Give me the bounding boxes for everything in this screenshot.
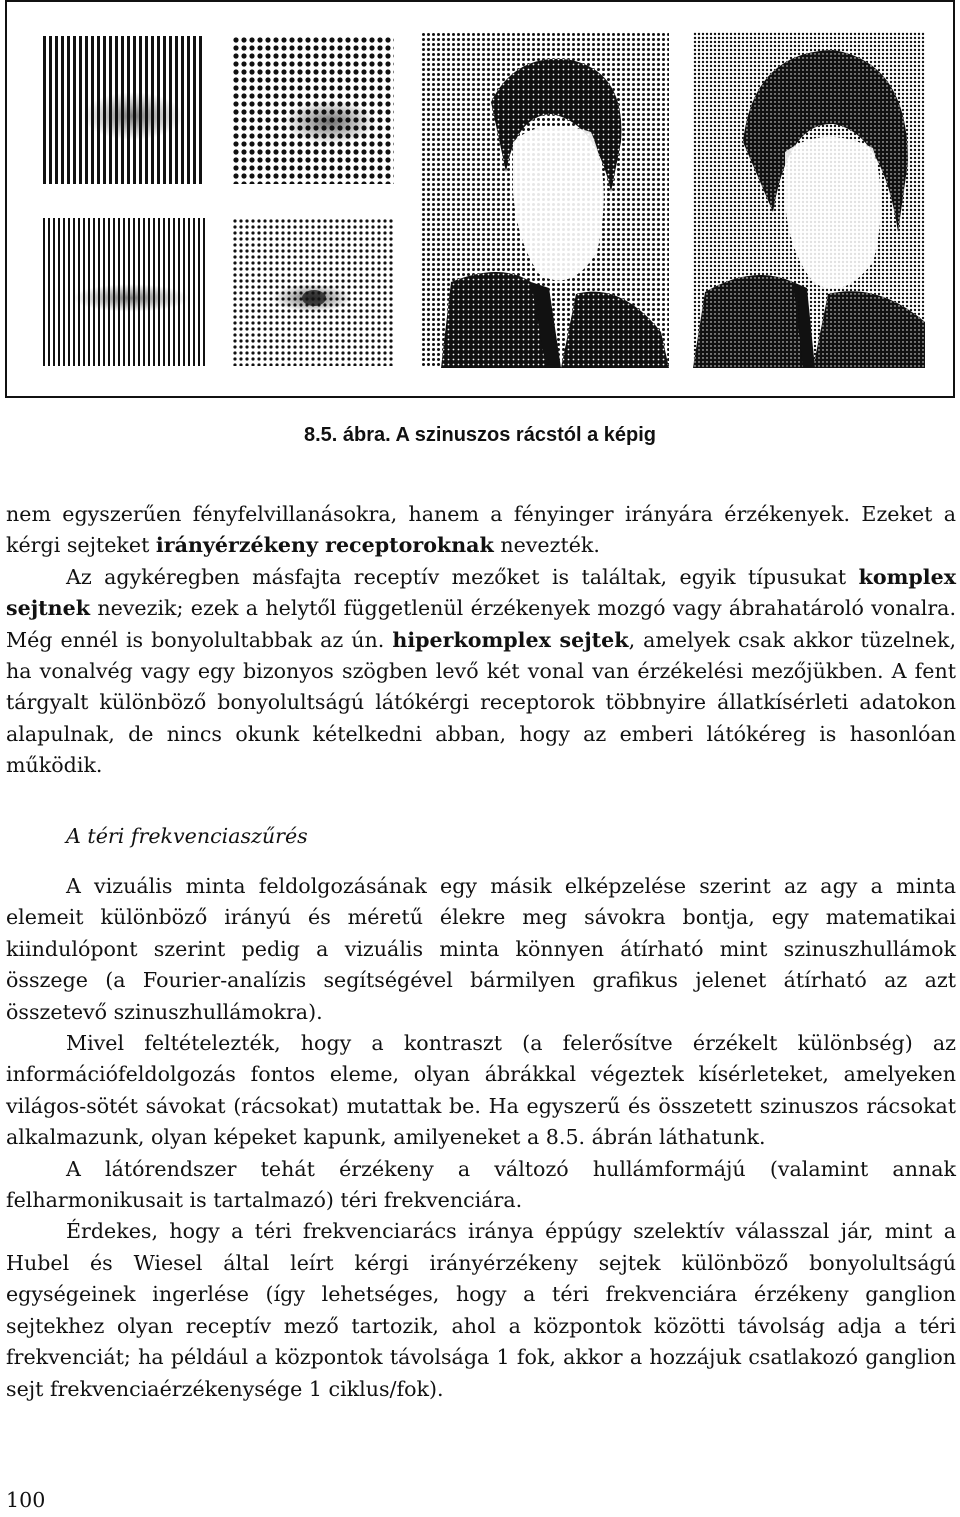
figure-caption: 8.5. ábra. A szinuszos rácstól a képig	[304, 424, 656, 446]
halftone-portrait-icon	[693, 32, 925, 368]
vertical-grating-icon	[43, 36, 205, 184]
dot-panel-top-middle	[232, 36, 394, 184]
paragraph: nem egyszerűen fényfelvillanásokra, hanem a fényinger irányára érzékenyek. Ezeket a kérgi sejteket irányérzékeny receptoroknak nevezték.	[6, 502, 956, 558]
halftone-portrait-icon	[421, 32, 669, 368]
portrait-panel-right	[693, 32, 925, 368]
vertical-grating-icon	[43, 218, 205, 366]
grating-panel-bottom-left	[43, 218, 205, 366]
intro-text	[6, 499, 956, 782]
paragraph: A látórendszer tehát érzékeny a változó hullámformájú (valamint annak felharmonikusait is tartalmazó) téri frekvenciára.	[6, 1156, 956, 1213]
grating-panel-top-left	[43, 36, 205, 184]
figure-8-5	[5, 0, 955, 398]
paragraph: A vizuális minta feldolgozásának egy másik elképzelése szerint az agy a minta elemeit különböző irányú és méretű élekre meg sávokra bontja, egy matematikai kiindulópont szerint pedig a vizuális minta könnyen átírható mint szinuszhullámok összege (a Fourier-analízis segítségével bármilyen grafikus jelenet átírható az azt összetevő szinuszhullámokra).	[6, 874, 956, 1024]
paragraph: Érdekes, hogy a téri frekvenciarács iránya éppúgy szelektív válasszal jár, mint a Hubel és Wiesel által leírt kérgi irányérzékeny sejtek különböző bonyolultságú egységeinek ingerlése (így lehetséges, hogy a téri frekvenciára érzékeny ganglion sejtekhez olyan receptív mező tartozik, ahol a központok közötti távolság adja a téri frekvenciát; ha például a központok távolsága 1 fok, akkor a hozzájuk csatlakozó ganglion sejt frekvenciaérzékenysége 1 ciklus/fok).	[6, 1219, 956, 1401]
section-text	[6, 871, 956, 1405]
dot-pattern-icon	[232, 218, 394, 366]
dot-pattern-icon	[232, 36, 394, 184]
dot-panel-bottom-middle	[232, 218, 394, 366]
section-heading: A téri frekvenciaszűrés	[66, 824, 308, 848]
bold-term: hiperkomplex sejtek	[392, 627, 629, 652]
bold-term: irányérzékeny receptoroknak	[155, 533, 494, 558]
portrait-panel-middle	[421, 32, 669, 368]
page-number: 100	[6, 1488, 46, 1512]
paragraph: Az agykéregben másfajta receptív mezőket is találtak, egyik típusukat komplex sejtnek nevezik; ezek a helytől függetlenül érzékenyek mozgó vagy ábrahatároló vonalra. Még ennél is bonyolultabbak az ún. hiperkomplex sejtek, amelyek csak akkor tüzelnek, ha vonalvég vagy egy bizonyos szögben levő két vonal van érzékelési mezőjükben. A fent tárgyalt különböző bonyolultságú látókérgi receptorok többnyire állatkísérleti adatokon alapulnak, de nincs okunk kételkedni abban, hogy az emberi látókéreg is hasonlóan működik.	[6, 564, 956, 778]
bold-term: komplex sejtnek	[6, 564, 956, 621]
paragraph: Mivel feltételezték, hogy a kontraszt (a felerősítve érzékelt különbség) az információfeldolgozás fontos eleme, olyan ábrákkal végeztek kísérleteket, amelyeken világos-sötét sávokat (rácsokat) mutattak be. Ha egyszerű és összetett szinuszos rácsokat alkalmazunk, olyan képeket kapunk, amilyeneket a 8.5. ábrán láthatunk.	[6, 1031, 956, 1150]
